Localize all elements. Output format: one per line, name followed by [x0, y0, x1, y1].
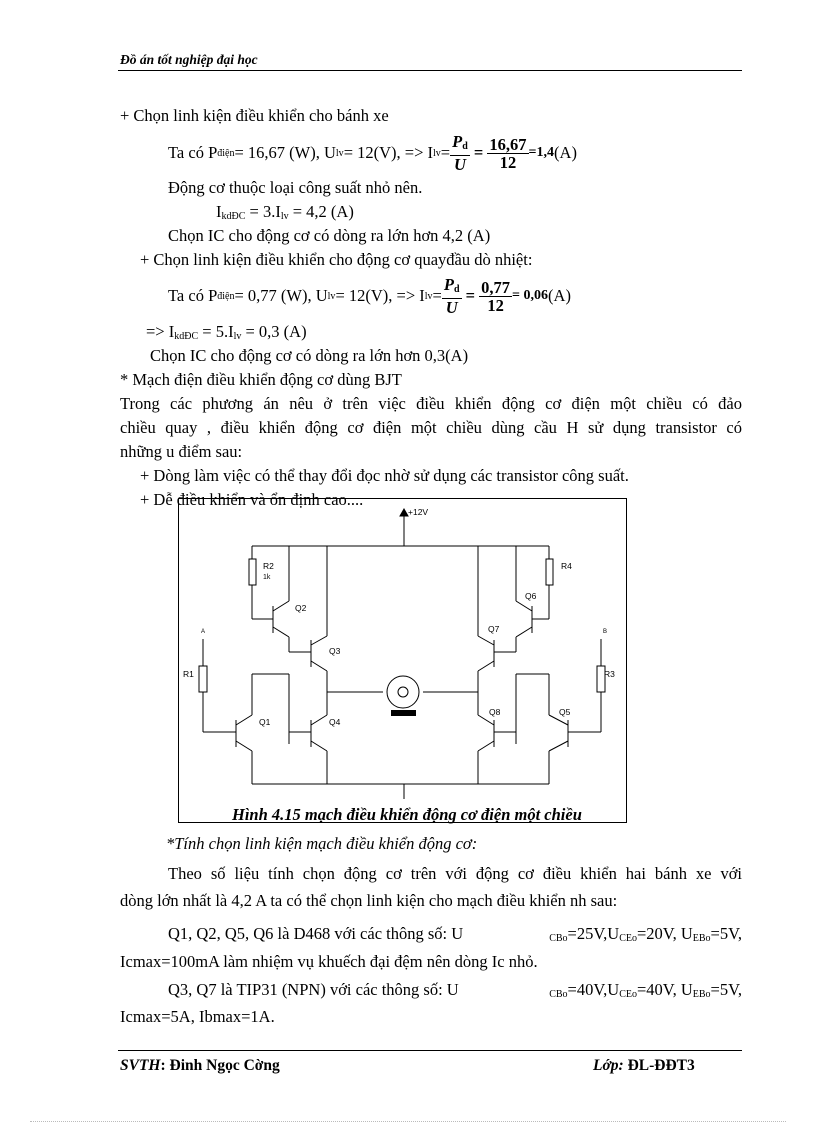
r3-label: R3 [604, 669, 615, 679]
formula-probe: Ta có P điện = 0,77 (W), U lv = 12(V), => I lv = $\frac{P_d}{U}$ = $\frac{0,77}{12}$ = 0,06 (A) [168, 275, 571, 317]
q6-label: Q6 [525, 591, 537, 601]
sub-heading: *Tính chọn linh kiện mạch điều khiển động cơ: [166, 834, 478, 853]
circuit-figure [178, 498, 627, 823]
page-bottom-dotted-line [30, 1121, 786, 1122]
fraction-value-2: $\frac{0,77}{12}$ [481, 277, 511, 315]
section-bjt: * Mạch điện điều khiển động cơ dùng BJT [120, 370, 402, 389]
para-1-line-2: chiều quay , điều khiển động cơ điện một chiều dùng cầu H sử dụng transistor có [120, 418, 742, 437]
vcc-label: +12V [408, 507, 429, 517]
header-rule [118, 70, 742, 71]
h-bridge-schematic [179, 499, 626, 822]
line-ikd-2: => $I_{kdĐC} = 5.I_{lv} = 0,3$ (A) [146, 322, 307, 342]
para-1-line-1: Trong các phương án nêu ở trên việc điều khiển động cơ điện một chiều có đảo [120, 394, 742, 413]
q1-label: Q1 [259, 717, 271, 727]
footer-rule [118, 1050, 742, 1051]
q5-label: Q5 [559, 707, 571, 717]
formula-wheel: Ta có P điện = 16,67 (W), U lv = 12(V), => I lv = $\frac{P_d}{U}$ = $\frac{16,67}{12}$ =1,4 (A) [168, 132, 577, 174]
line-choose-ic-1: Chọn IC cho động cơ có dòng ra lớn hơn 4,2 (A) [168, 226, 491, 245]
line-ikd-1: $I_{kdĐC} = 3.I_{lv} = 4,2$ (A) [216, 202, 354, 222]
r1-label: R1 [183, 669, 194, 679]
line-choose-ic-2: Chọn IC cho động cơ có dòng ra lớn hơn 0,3(A) [150, 346, 469, 365]
page-header: Đồ án tốt nghiệp đại học [120, 52, 258, 67]
footer-class: Lớp: ĐL-ĐĐT3 [593, 1057, 695, 1074]
q2-label: Q2 [295, 603, 307, 613]
node-a-label: A [201, 629, 206, 635]
bullet-1: + Dòng làm việc có thể thay đổi đọc nhờ sử dụng các transistor công suất. [140, 466, 629, 485]
r2-value: 1k [263, 574, 271, 581]
node-b-label: B [603, 629, 608, 635]
r2-label: R2 [263, 561, 274, 571]
r4-label: R4 [561, 561, 572, 571]
q3-label: Q3 [329, 646, 341, 656]
para-4-line-2: Icmax=5A, Ibmax=1A. [120, 1007, 275, 1026]
para-2-line-1: Theo số liệu tính chọn động cơ trên với động cơ điều khiển hai bánh xe với [168, 864, 742, 883]
para-3-line-1: Q1, Q2, Q5, Q6 là D468 với các thông số: U $_{CBo}=25V,U_{CEo}=20V$, $U_{EBo}=5V$, [168, 924, 742, 944]
para-3-line-2: Icmax=100mA làm nhiệm vụ khuếch đại đệm nên dòng Ic nhỏ. [120, 952, 538, 971]
line-motor-type: Động cơ thuộc loại công suất nhỏ nên. [168, 178, 423, 197]
q7-label: Q7 [488, 624, 500, 634]
para-4-line-1: Q3, Q7 là TIP31 (NPN) với các thông số: U $_{CBo}=40V,U_{CEo}=40V$, $U_{EBo}=5V$, [168, 980, 742, 1000]
para-2-line-2: dòng lớn nhất là 4,2 A ta có thể chọn linh kiện cho mạch điều khiển nh sau: [120, 891, 618, 910]
fraction-pd-u-2: $\frac{P_d}{U}$ [443, 275, 460, 317]
footer-student: SVTH: Đinh Ngọc Cờng [120, 1057, 280, 1074]
q4-label: Q4 [329, 717, 341, 727]
line-select-probe: + Chọn linh kiện điều khiển cho động cơ quayđầu dò nhiệt: [140, 250, 533, 269]
fraction-pd-u: $\frac{P_d}{U}$ [452, 132, 468, 174]
figure-caption: Hình 4.15 mạch điều khiển động cơ điện một chiều [232, 805, 582, 824]
para-1-line-3: những u điểm sau: [120, 442, 243, 461]
q8-label: Q8 [489, 707, 501, 717]
line-select-wheel: + Chọn linh kiện điều khiển cho bánh xe [120, 106, 389, 125]
bullet-2: + Dễ điều khiển và ổn định cao.... [140, 490, 364, 509]
fraction-value: $\frac{16,67}{12}$ [489, 134, 527, 172]
